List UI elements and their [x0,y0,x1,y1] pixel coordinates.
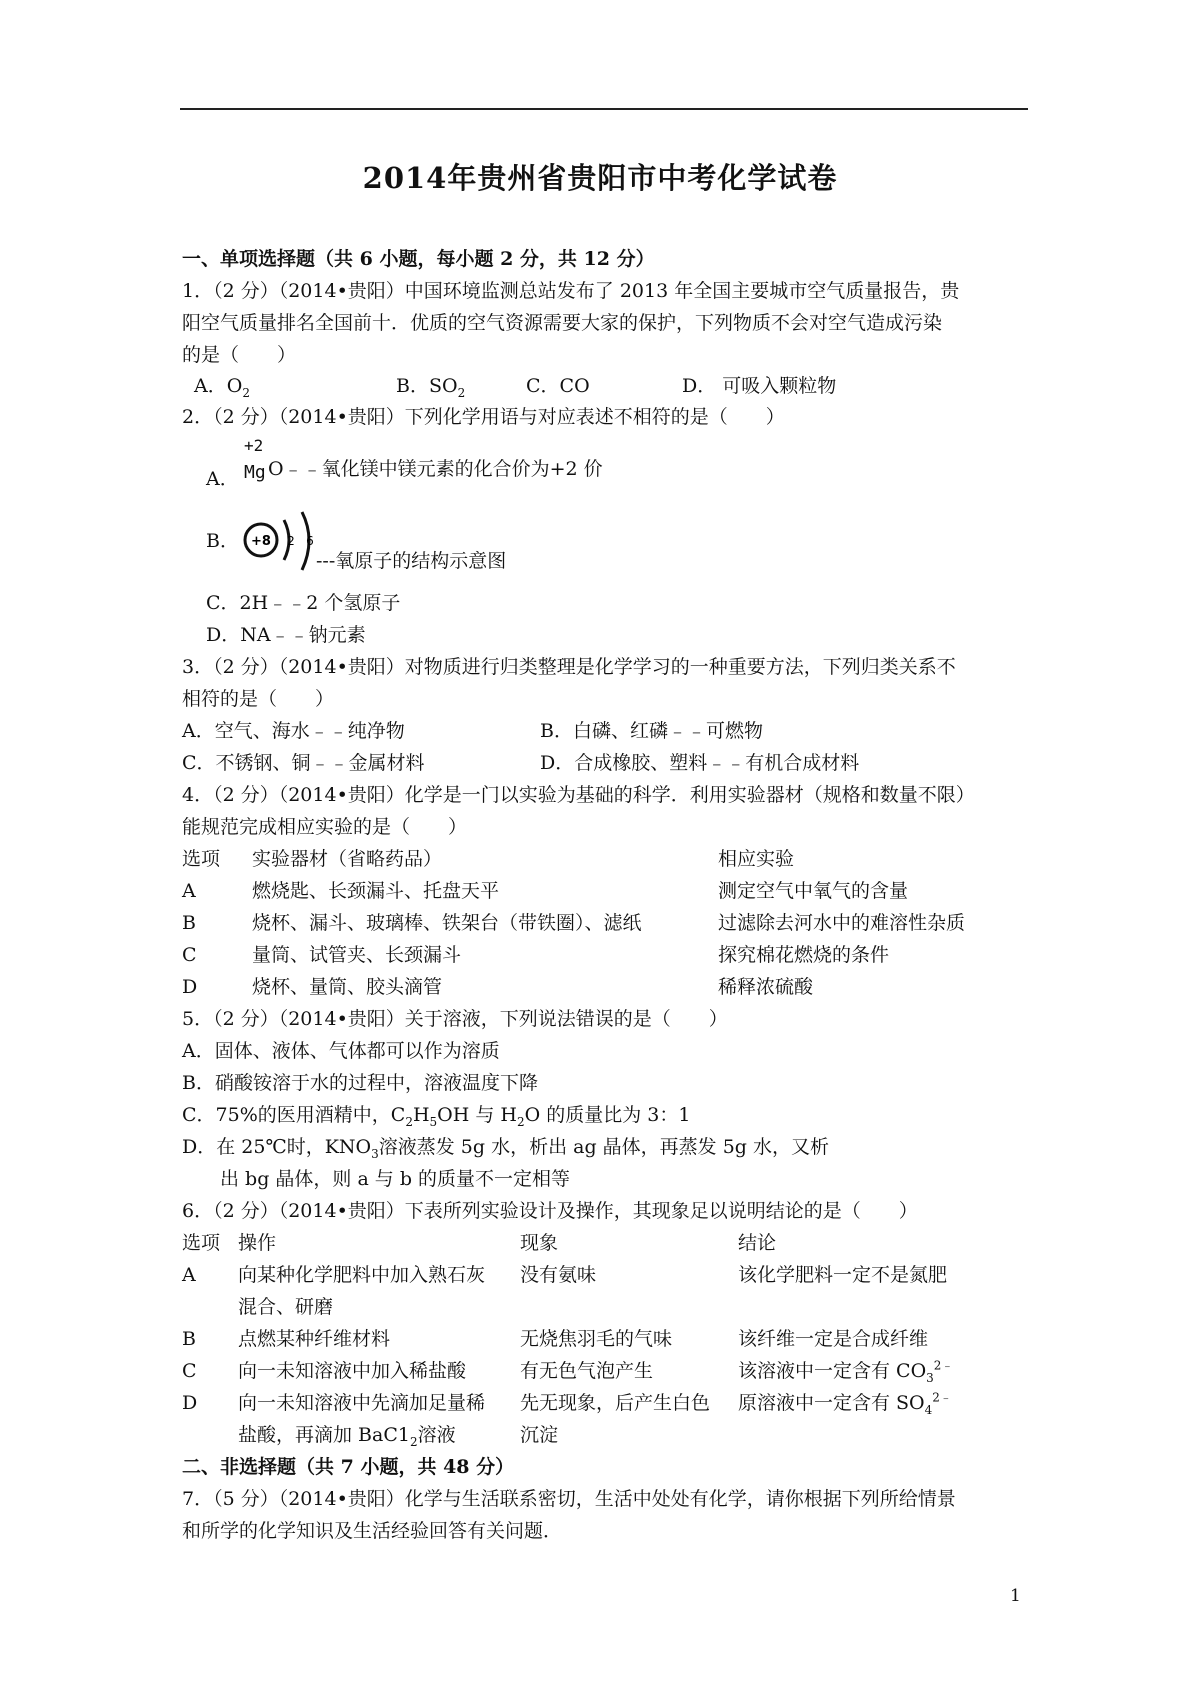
q6-row-b-phenomenon: 无烧焦羽毛的气味 [520,1328,673,1350]
q6-row-c-option: C [182,1360,197,1382]
q6-row-c-phenomenon: 有无色气泡产生 [520,1360,654,1382]
q1-line1: 1．（2 分）（2014•贵阳）中国环境监测总站发布了 2013 年全国主要城市空气质量报告，贵 [182,280,960,302]
q7-line1: 7．（5 分）（2014•贵阳）化学与生活联系密切，生活中处处有化学，请你根据下列所给情景 [182,1488,956,1510]
q7-line2: 和所学的化学知识及生活经验回答有关问题． [182,1520,563,1542]
q5-option-b: B．硝酸铵溶于水的过程中，溶液温度下降 [182,1072,538,1094]
q5-stem: 5．（2 分）（2014•贵阳）关于溶液，下列说法错误的是（ ） [182,1008,728,1030]
page-title: 2014年贵州省贵阳市中考化学试卷 [362,161,838,195]
q5-option-d: D．在 25℃时，$KNO_3$溶液蒸发 5g 水，析出 ag 晶体，再蒸发 5g 水，又析 [182,1136,829,1161]
section2-heading: 二、非选择题（共 7 小题，共 48 分） [182,1456,515,1478]
q6-row-b-option: B [182,1328,196,1350]
q4-row-a-equipment: 燃烧匙、长颈漏斗、托盘天平 [252,880,500,902]
q4-row-c-option: C [182,944,197,966]
q6-row-d-option: D [182,1392,198,1414]
q6-row-a-option: A [182,1264,196,1286]
page-number: 1 [1010,1586,1021,1606]
q4-row-a-option: A [182,880,196,902]
q6-header-operation: 操作 [238,1232,277,1254]
q5-option-c: C．75%的医用酒精中，$C_2H_5OH$ 与 $H_2O$ 的质量比为 3：1 [182,1104,691,1129]
q2-option-b-label: B． [206,530,239,552]
q6-row-d-operation: 向一未知溶液中先滴加足量稀 [238,1392,486,1414]
q2-option-b-text: ---氧原子的结构示意图 [316,550,507,572]
q1-option-b: B．$SO_2$ [396,375,466,400]
q4-row-d-option: D [182,976,198,998]
q2-option-a-text: O﹣﹣氧化镁中镁元素的化合价为+2 价 [268,458,603,480]
q4-row-b-experiment: 过滤除去河水中的难溶性杂质 [718,912,966,934]
q4-row-b-equipment: 烧杯、漏斗、玻璃棒、铁架台（带铁圈）、滤纸 [252,912,642,934]
q6-row-d-operation-line2: 盐酸，再滴加 $BaC1_2$溶液 [238,1424,456,1449]
q6-row-a-phenomenon: 没有氨味 [520,1264,597,1286]
q4-header-option: 选项 [182,848,221,870]
q6-row-b-operation: 点燃某种纤维材料 [238,1328,391,1350]
q6-row-d-phenomenon-line2: 沉淀 [520,1424,559,1446]
q4-line1: 4．（2 分）（2014•贵阳）化学是一门以实验为基础的科学．利用实验器材（规格和数量不限） [182,784,975,806]
q4-header-equipment: 实验器材（省略药品） [252,848,443,870]
q1-option-a: A．$O_2$ [194,375,250,400]
nucleus-charge: +8 [251,534,271,549]
top-rule [180,108,1028,110]
q6-row-a-operation: 向某种化学肥料中加入熟石灰 [238,1264,486,1286]
q3-option-a: A．空气、海水﹣﹣纯净物 [182,720,405,742]
q3-option-b: B．白磷、红磷﹣﹣可燃物 [540,720,763,742]
shell-1-electrons: 2 [287,534,295,548]
element-symbol: Mg [244,462,266,483]
q1-line2: 阳空气质量排名全国前十．优质的空气资源需要大家的保护，下列物质不会对空气造成污染 [182,312,943,334]
q6-stem: 6．（2 分）（2014•贵阳）下表所列实验设计及操作，其现象足以说明结论的是（ ） [182,1200,918,1222]
q6-header-option: 选项 [182,1232,221,1254]
q6-row-c-operation: 向一未知溶液中加入稀盐酸 [238,1360,467,1382]
q4-row-d-experiment: 稀释浓硫酸 [718,976,814,998]
q6-header-conclusion: 结论 [738,1232,777,1254]
q3-option-c: C．不锈钢、铜﹣﹣金属材料 [182,752,425,774]
q4-row-b-option: B [182,912,196,934]
q6-header-phenomenon: 现象 [520,1232,559,1254]
section1-heading: 一、单项选择题（共 6 小题，每小题 2 分，共 12 分） [182,248,655,270]
valence-mark: +2 [244,436,264,455]
q3-option-d: D．合成橡胶、塑料﹣﹣有机合成材料 [540,752,860,774]
q6-row-c-conclusion: 该溶液中一定含有 $CO_3^{2﹣}$ [738,1358,954,1385]
q4-row-a-experiment: 测定空气中氧气的含量 [718,880,909,902]
oxygen-atom-structure-diagram [240,508,320,574]
q6-row-a-operation-line2: 混合、研磨 [238,1296,334,1318]
q1-option-d: D． 可吸入颗粒物 [682,375,837,397]
q1-line3: 的是（ ） [182,344,297,366]
q5-option-d-line2: 出 bg 晶体，则 a 与 b 的质量不一定相等 [220,1168,571,1190]
q6-row-d-conclusion: 原溶液中一定含有 $SO_4^{2﹣}$ [738,1390,952,1417]
q4-header-experiment: 相应实验 [718,848,795,870]
q2-option-d: D．NA﹣﹣钠元素 [206,624,366,646]
q1-option-c: C．CO [526,375,590,397]
q6-row-b-conclusion: 该纤维一定是合成纤维 [738,1328,929,1350]
q3-line2: 相符的是（ ） [182,688,335,710]
q6-row-a-conclusion: 该化学肥料一定不是氮肥 [738,1264,948,1286]
q2-option-a-label: A． [206,468,239,490]
shell-2-electrons: 6 [306,534,314,548]
q4-row-c-equipment: 量筒、试管夹、长颈漏斗 [252,944,462,966]
q3-line1: 3．（2 分）（2014•贵阳）对物质进行归类整理是化学学习的一种重要方法，下列归类关系不 [182,656,956,678]
q4-line2: 能规范完成相应实验的是（ ） [182,816,468,838]
q4-row-d-equipment: 烧杯、量筒、胶头滴管 [252,976,443,998]
q5-option-a: A．固体、液体、气体都可以作为溶质 [182,1040,500,1062]
q2-stem: 2．（2 分）（2014•贵阳）下列化学用语与对应表述不相符的是（ ） [182,406,785,428]
q6-row-d-phenomenon: 先无现象，后产生白色 [520,1392,711,1414]
q2-option-c: C．2H﹣﹣2 个氢原子 [206,592,401,614]
q4-row-c-experiment: 探究棉花燃烧的条件 [718,944,890,966]
